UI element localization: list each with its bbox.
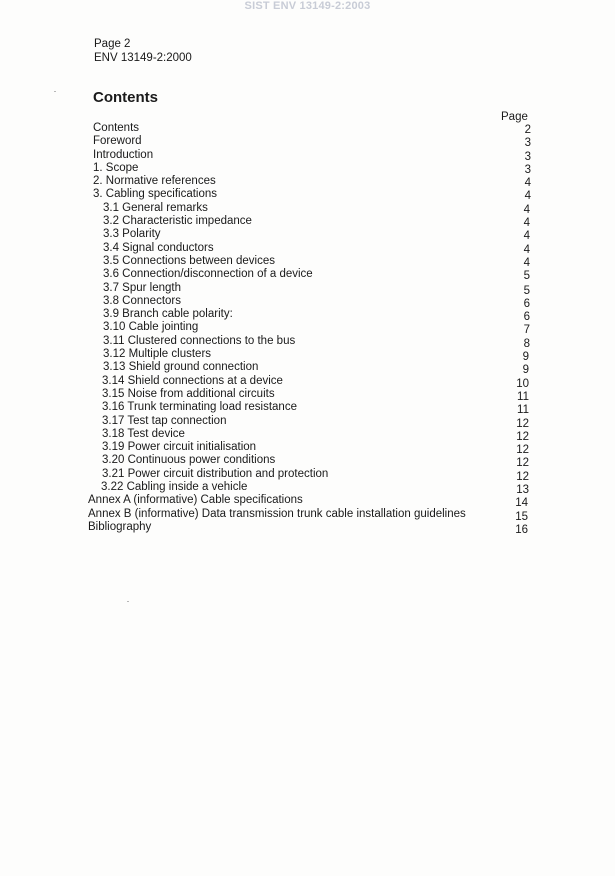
toc-entry-label: 3.21 Power circuit distribution and protection (102, 467, 329, 480)
toc-entry (0, 415, 615, 428)
toc-entry (0, 175, 615, 188)
toc-entry-label: Annex A (informative) Cable specifications (88, 494, 303, 507)
toc-entry-page: 3 (524, 137, 531, 150)
toc-entry-page: 9 (522, 364, 529, 377)
toc-entry (0, 361, 615, 377)
toc-entry-page: 4 (523, 217, 530, 230)
toc-entry-page: 10 (516, 377, 529, 390)
toc-entry-page: 6 (523, 297, 530, 310)
toc-entry-page: 4 (524, 177, 531, 190)
toc-entry-label: 3.10 Cable jointing (103, 321, 199, 334)
toc-entry-page: 15 (515, 510, 528, 523)
toc-entry-label: 3.2 Characteristic impedance (103, 215, 252, 228)
toc-entry-page: 11 (517, 390, 529, 403)
toc-entry-page: 16 (515, 523, 528, 536)
toc-entry-label: 3.15 Noise from additional circuits (102, 387, 275, 400)
toc-entry-label: 3.7 Spur length (103, 281, 182, 294)
table-of-contents (0, 122, 615, 534)
toc-entry-page: 4 (523, 230, 530, 243)
toc-entry (0, 508, 615, 521)
page-column-label: Page (501, 111, 528, 123)
toc-entry (0, 135, 615, 148)
toc-entry (0, 441, 615, 457)
toc-entry-label: Bibliography (88, 520, 152, 533)
toc-entry-page: 12 (516, 417, 529, 430)
toc-entry-page: 5 (523, 270, 530, 283)
toc-entry (0, 335, 615, 348)
toc-entry-page: 12 (516, 444, 529, 457)
toc-entry (0, 521, 615, 534)
toc-entry-label: 3.6 Connection/disconnection of a device (103, 268, 313, 281)
toc-entry (0, 454, 615, 470)
toc-entry (0, 202, 615, 215)
page-header (94, 37, 192, 65)
toc-entry-label: 3.14 Shield connections at a device (102, 374, 283, 387)
toc-entry-label: 3.13 Shield ground connection (103, 361, 259, 374)
toc-entry-label: Contents (93, 122, 140, 134)
toc-entry-page: 3 (524, 150, 531, 163)
toc-entry-label: 3.19 Power circuit initialisation (102, 441, 257, 454)
toc-entry (0, 268, 615, 281)
toc-entry (0, 228, 615, 241)
toc-entry-label: 1. Scope (93, 161, 139, 174)
toc-entry-page: 12 (516, 430, 529, 443)
toc-entry (0, 321, 615, 337)
toc-entry (0, 215, 615, 228)
toc-entry-label: 3.20 Continuous power conditions (102, 454, 276, 467)
watermark: SIST ENV 13149-2:2003 (244, 0, 371, 12)
toc-entry-page: 14 (515, 497, 528, 510)
toc-entry-page: 12 (516, 470, 529, 483)
toc-entry (0, 494, 615, 510)
scan-speck (127, 601, 129, 602)
toc-entry-page: 11 (517, 404, 529, 417)
toc-entry-label: 3.17 Test tap connection (102, 414, 227, 427)
toc-entry-page: 2 (524, 124, 531, 136)
toc-entry-page: 9 (522, 351, 529, 364)
toc-entry (0, 282, 615, 295)
toc-entry (0, 162, 615, 175)
toc-entry (0, 122, 615, 135)
toc-entry-label: Foreword (93, 135, 142, 148)
toc-entry (0, 388, 615, 401)
toc-entry (0, 255, 615, 268)
toc-entry-label: 3.3 Polarity (103, 228, 161, 241)
toc-entry-page: 13 (516, 484, 529, 497)
toc-entry-page: 4 (523, 203, 530, 216)
toc-entry-page: 8 (523, 337, 530, 350)
toc-entry (0, 242, 615, 255)
toc-entry-page: 4 (523, 243, 530, 256)
document-id: ENV 13149-2:2000 (94, 52, 192, 64)
toc-entry-label: Annex B (informative) Data transmission trunk cable installation guidelines (88, 507, 466, 520)
toc-entry-label: 3. Cabling specifications (93, 188, 218, 201)
toc-entry-page: 7 (523, 324, 530, 337)
toc-entry-label: 3.18 Test device (102, 427, 185, 440)
toc-entry (0, 468, 615, 481)
toc-entry-label: 3.22 Cabling inside a vehicle (101, 481, 248, 494)
toc-entry (0, 401, 615, 417)
toc-entry-label: Introduction (93, 148, 154, 161)
toc-entry-label: 3.5 Connections between devices (103, 254, 275, 267)
toc-entry-label: 3.12 Multiple clusters (103, 348, 212, 361)
toc-entry (0, 481, 615, 497)
toc-entry-page: 3 (524, 163, 531, 176)
toc-entry (0, 348, 615, 364)
toc-entry (0, 375, 615, 388)
toc-entry-label: 3.11 Clustered connections to the bus (103, 334, 296, 347)
toc-entry (0, 188, 615, 201)
toc-entry-label: 3.4 Signal conductors (103, 241, 214, 254)
toc-entry-label: 3.1 General remarks (103, 201, 208, 214)
toc-entry (0, 149, 615, 162)
toc-entry-page: 12 (516, 457, 529, 470)
page-title: Contents (93, 89, 158, 106)
toc-entry-page: 5 (523, 284, 530, 297)
page-number: Page 2 (94, 38, 131, 50)
toc-entry-label: 3.9 Branch cable polarity: (103, 308, 233, 321)
toc-entry-label: 2. Normative references (93, 175, 216, 188)
toc-entry-page: 6 (523, 311, 530, 324)
toc-entry (0, 308, 615, 324)
toc-entry-page: 4 (523, 256, 530, 269)
toc-entry (0, 428, 615, 441)
toc-entry-page: 4 (524, 190, 531, 203)
scan-speck (54, 91, 56, 92)
toc-entry-label: 3.8 Connectors (103, 294, 181, 307)
toc-entry (0, 295, 615, 308)
toc-entry-label: 3.16 Trunk terminating load resistance (102, 401, 297, 414)
